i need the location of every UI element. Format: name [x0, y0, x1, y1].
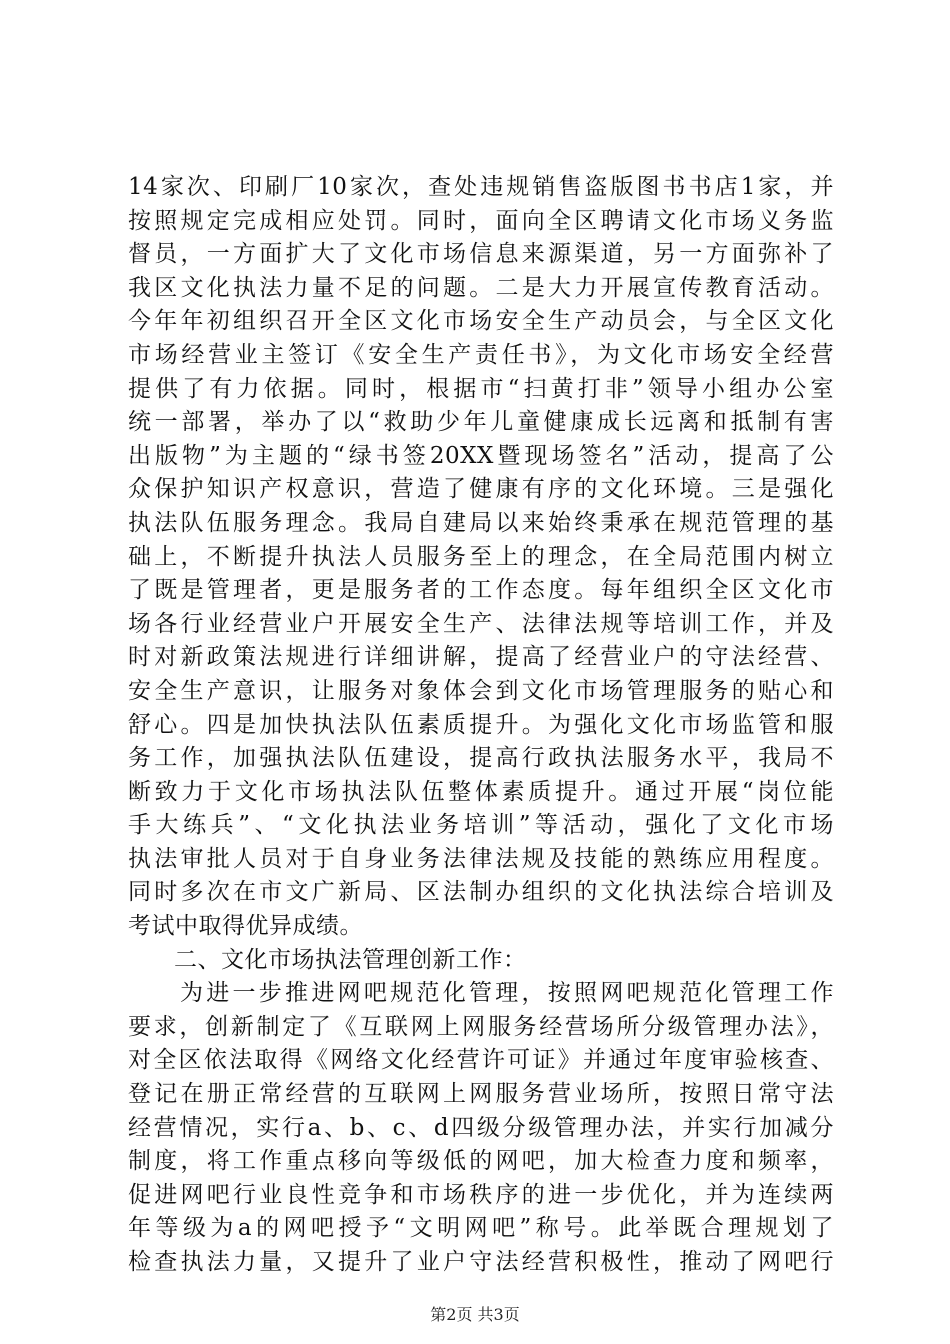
page-footer — [0, 1302, 950, 1325]
text-line: 登记在册正常经营的互联网上网服务营业场所，按照日常守法 — [128, 1081, 834, 1108]
text-line: 对全区依法取得《网络文化经营许可证》并通过年度审验核查、 — [128, 1047, 834, 1074]
text-line: 为进一步推进网吧规范化管理，按照网吧规范化管理工作 — [180, 980, 834, 1007]
text-line: 提供了有力依据。同时，根据市“扫黄打非”领导小组办公室 — [128, 375, 834, 402]
text-line: 务工作，加强执法队伍建设，提高行政执法服务水平，我局不 — [128, 745, 834, 772]
paragraph-2 — [128, 977, 834, 1279]
document-body — [128, 171, 834, 1280]
text-line: 按照规定完成相应处罚。同时，面向全区聘请文化市场义务监 — [128, 207, 834, 234]
text-line: 执法审批人员对于自身业务法律法规及技能的熟练应用程度。 — [128, 845, 834, 872]
text-line: 今年年初组织召开全区文化市场安全生产动员会，与全区文化 — [128, 308, 834, 335]
text-line: 促进网吧行业良性竞争和市场秩序的进一步优化，并为连续两 — [128, 1181, 834, 1208]
text-line: 础上，不断提升执法人员服务至上的理念，在全局范围内树立 — [128, 543, 834, 570]
text-line: 了既是管理者，更是服务者的工作态度。每年组织全区文化市 — [128, 577, 834, 604]
section-heading: 二、文化市场执法管理创新工作： — [174, 946, 527, 973]
text-line: 要求，创新制定了《互联网上网服务经营场所分级管理办法》， — [128, 1013, 834, 1040]
text-line: 年等级为a的网吧授予“文明网吧”称号。此举既合理规划了 — [128, 1215, 834, 1242]
text-line: 制度，将工作重点移向等级低的网吧，加大检查力度和频率， — [128, 1148, 834, 1175]
text-line: 我区文化执法力量不足的问题。二是大力开展宣传教育活动。 — [128, 274, 834, 301]
text-line: 执法队伍服务理念。我局自建局以来始终秉承在规范管理的基 — [128, 509, 834, 536]
paragraph-1 — [128, 171, 834, 944]
text-line: 舒心。四是加快执法队伍素质提升。为强化文化市场监管和服 — [128, 711, 834, 738]
text-line: 统一部署，举办了以“救助少年儿童健康成长远离和抵制有害 — [128, 409, 834, 436]
text-line: 经营情况，实行a、b、c、d四级分级管理办法，并实行加减分 — [128, 1114, 834, 1141]
text-line: 场各行业经营业户开展安全生产、法律法规等培训工作，并及 — [128, 610, 834, 637]
text-line: 考试中取得优异成绩。 — [128, 913, 363, 940]
text-line: 断致力于文化市场执法队伍整体素质提升。通过开展“岗位能 — [128, 778, 834, 805]
text-line: 督员，一方面扩大了文化市场信息来源渠道，另一方面弥补了 — [128, 241, 834, 268]
text-line: 安全生产意识，让服务对象体会到文化市场管理服务的贴心和 — [128, 677, 834, 704]
text-line: 出版物”为主题的“绿书签20XX暨现场签名”活动，提高了公 — [128, 442, 834, 469]
text-line: 手大练兵”、“文化执法业务培训”等活动，强化了文化市场 — [128, 812, 834, 839]
text-line: 众保护知识产权意识，营造了健康有序的文化环境。三是强化 — [128, 476, 834, 503]
page-number: 第2页 共3页 — [430, 1305, 520, 1324]
text-line: 市场经营业主签订《安全生产责任书》，为文化市场安全经营 — [128, 341, 834, 368]
text-line: 14家次、印刷厂10家次，查处违规销售盗版图书书店1家，并 — [128, 174, 834, 200]
text-line: 检查执法力量，又提升了业户守法经营积极性，推动了网吧行 — [128, 1249, 834, 1275]
text-line: 时对新政策法规进行详细讲解，提高了经营业户的守法经营、 — [128, 644, 834, 671]
text-line: 同时多次在市文广新局、区法制办组织的文化执法综合培训及 — [128, 879, 834, 906]
